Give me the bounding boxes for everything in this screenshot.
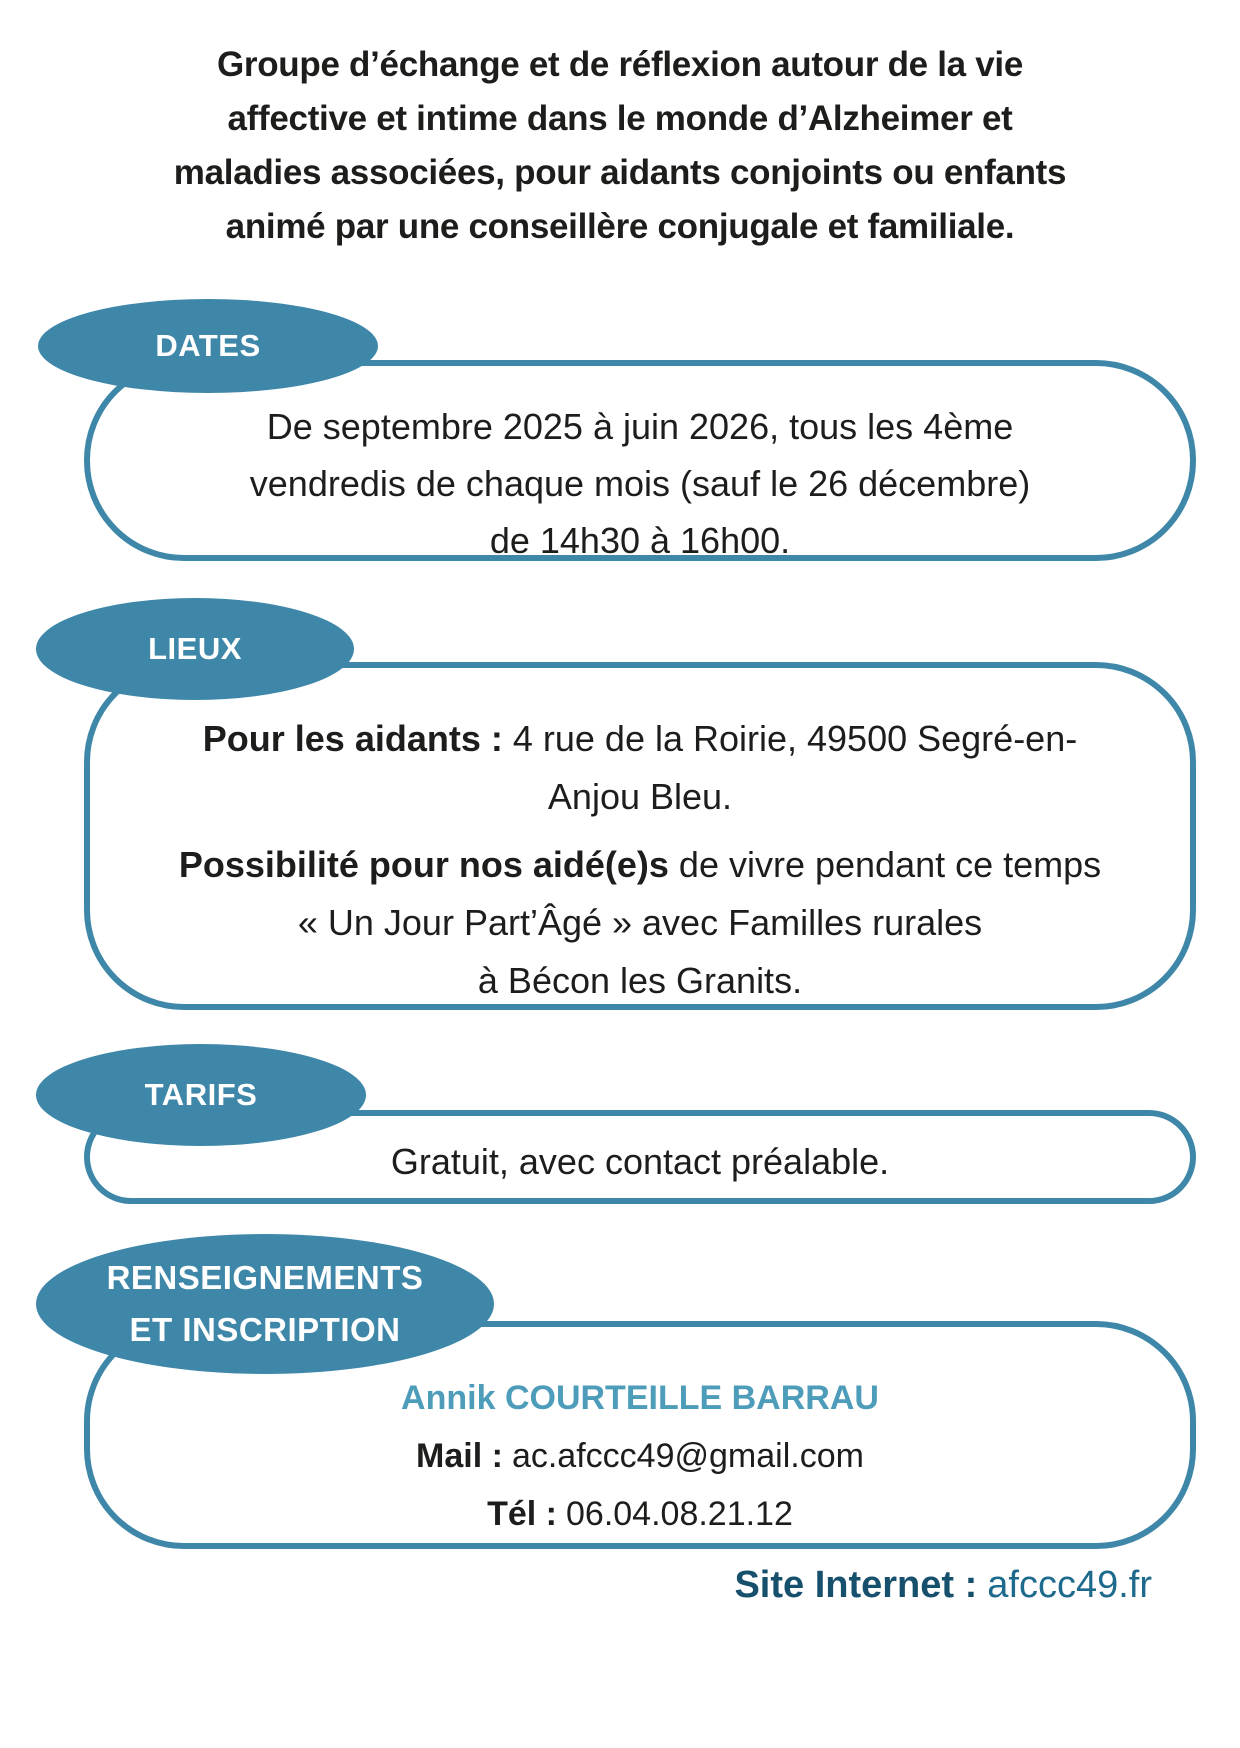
lieux-line-3: Possibilité pour nos aidé(e)s de vivre pendant ce temps [178,844,1102,885]
footer [0,1598,1240,1738]
lieux-line-4: « Un Jour Part’Âgé » avec Familles rurales [297,902,983,943]
lieux-line-2: Anjou Bleu. [547,776,733,817]
contact-badge-line-1: RENSEIGNEMENTS [106,1259,424,1296]
tel-label: Tél : [487,1495,557,1533]
lieux-badge-label: LIEUX [148,631,242,666]
lieux-aides-label: Possibilité pour nos aidé(e)s [178,844,669,885]
lieux-line-1: Pour les aidants : 4 rue de la Roirie, 49500 Segré-en- [202,718,1078,759]
dates-line-1: De septembre 2025 à juin 2026, tous les 4ème [266,406,1014,447]
tel-value: 06.04.08.21.12 [566,1495,793,1533]
contact-name: Annik COURTEILLE BARRAU [401,1379,879,1417]
contact-badge-line-2: ET INSCRIPTION [129,1311,401,1348]
title-line-1: Groupe d’échange et de réflexion autour de la vie [216,45,1024,84]
mail-value: ac.afccc49@gmail.com [511,1437,864,1475]
title-line-3: maladies associées, pour aidants conjoints ou enfants [173,153,1067,192]
tarifs-badge [36,1044,366,1146]
tarifs-badge-label: TARIFS [144,1077,258,1112]
lieux-line-5: à Bécon les Granits. [477,960,803,1001]
dates-line-2: vendredis de chaque mois (sauf le 26 décembre) [249,463,1031,504]
lieux-box [84,662,1196,1010]
website-label: Site Internet : [734,1564,978,1606]
mail-label: Mail : [416,1437,503,1475]
lieux-aidants-label: Pour les aidants : [202,718,503,759]
lieux-badge [36,598,354,700]
title-line-2: affective et intime dans le monde d’Alzheimer et [227,99,1013,138]
contact-tel-line [90,1485,1190,1543]
contact-badge [36,1234,494,1374]
dates-badge [38,299,378,393]
title-line-4: animé par une conseillère conjugale et familiale. [225,207,1015,246]
dates-badge-label: DATES [155,328,261,363]
contact-mail-line [90,1427,1190,1485]
website-url: afccc49.fr [987,1564,1152,1606]
page-title [55,38,1185,254]
dates-line-3: de 14h30 à 16h00. [489,520,791,561]
tarifs-text: Gratuit, avec contact préalable. [390,1140,890,1182]
